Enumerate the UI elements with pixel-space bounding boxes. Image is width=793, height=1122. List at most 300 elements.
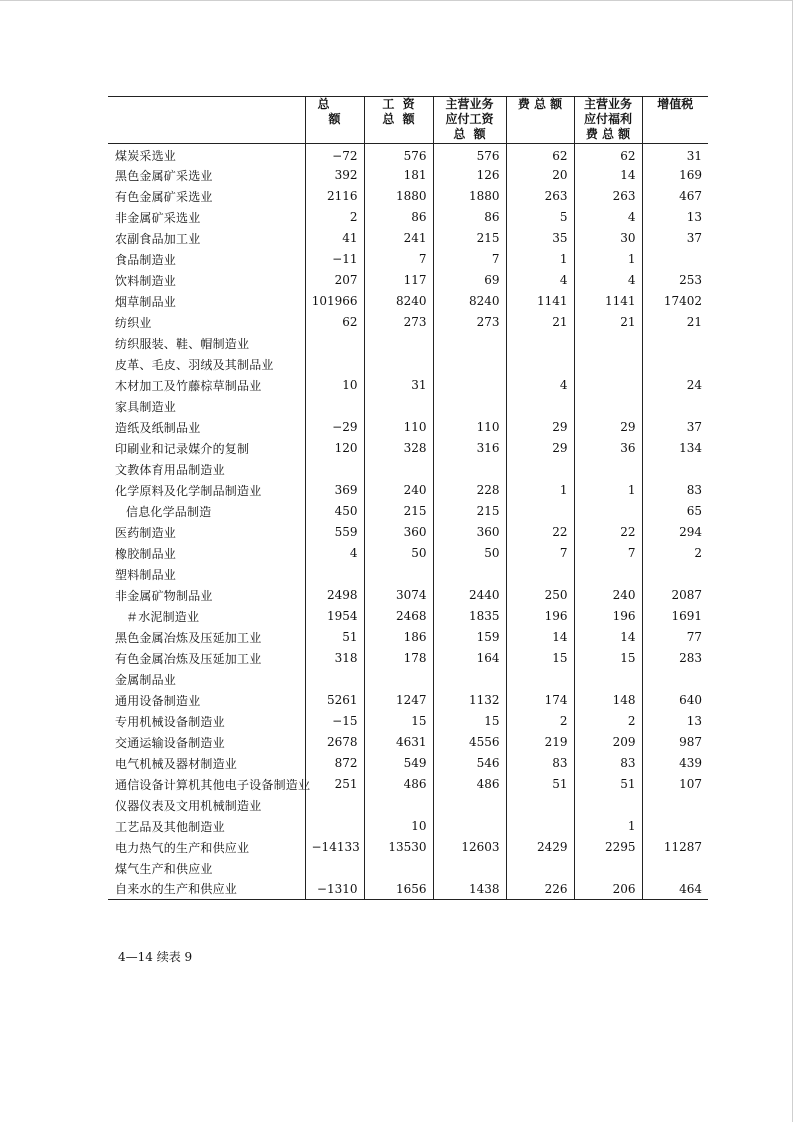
main-business-welfare-cell: 51 bbox=[574, 774, 642, 795]
total-wages-cell bbox=[364, 396, 433, 417]
total-wages-cell: 273 bbox=[364, 312, 433, 333]
main-business-wages-cell: 126 bbox=[433, 165, 506, 186]
main-business-wages-cell bbox=[433, 564, 506, 585]
total-amount-cell: 62 bbox=[305, 312, 364, 333]
total-wages-cell: 117 bbox=[364, 270, 433, 291]
industry-name-cell: 橡胶制品业 bbox=[115, 546, 177, 561]
welfare-total-cell: 174 bbox=[506, 690, 574, 711]
total-wages-cell bbox=[364, 564, 433, 585]
main-business-welfare-cell bbox=[574, 858, 642, 879]
industry-name-cell: 黑色金属矿采选业 bbox=[115, 168, 213, 183]
vat-cell bbox=[642, 795, 708, 816]
main-business-welfare-cell: 14 bbox=[574, 165, 642, 186]
main-business-welfare-cell: 240 bbox=[574, 585, 642, 606]
welfare-total-cell: 4 bbox=[506, 375, 574, 396]
welfare-total-cell: 226 bbox=[506, 879, 574, 900]
main-business-welfare-cell: 22 bbox=[574, 522, 642, 543]
table-row bbox=[108, 480, 708, 501]
industry-name-cell: 仪器仪表及文用机械制造业 bbox=[115, 798, 262, 813]
main-business-wages-cell: 486 bbox=[433, 774, 506, 795]
total-amount-cell: −14133 bbox=[305, 837, 364, 858]
welfare-total-cell: 14 bbox=[506, 627, 574, 648]
industry-name-cell: ＃水泥制造业 bbox=[126, 609, 200, 624]
total-amount-cell bbox=[305, 333, 364, 354]
main-business-wages-cell: 215 bbox=[433, 228, 506, 249]
main-business-wages-cell: 215 bbox=[433, 501, 506, 522]
vat-cell: 13 bbox=[642, 711, 708, 732]
total-wages-cell bbox=[364, 459, 433, 480]
welfare-total-cell: 219 bbox=[506, 732, 574, 753]
vat-cell: 640 bbox=[642, 690, 708, 711]
main-business-wages-cell: 4556 bbox=[433, 732, 506, 753]
industry-name-cell: 非金属矿采选业 bbox=[115, 210, 201, 225]
main-business-welfare-cell: 206 bbox=[574, 879, 642, 900]
total-amount-cell: 318 bbox=[305, 648, 364, 669]
total-amount-cell: 450 bbox=[305, 501, 364, 522]
total-wages-cell: 7 bbox=[364, 249, 433, 270]
total-amount-cell: 41 bbox=[305, 228, 364, 249]
industry-name-cell: 自来水的生产和供应业 bbox=[115, 882, 238, 897]
industry-name-cell: 有色金属矿采选业 bbox=[115, 189, 213, 204]
vat-cell bbox=[642, 396, 708, 417]
industry-name-cell: 工艺品及其他制造业 bbox=[115, 819, 225, 834]
total-wages-cell: 50 bbox=[364, 543, 433, 564]
welfare-total-cell: 2 bbox=[506, 711, 574, 732]
total-amount-cell: 392 bbox=[305, 165, 364, 186]
welfare-total-cell: 4 bbox=[506, 270, 574, 291]
main-business-welfare-cell bbox=[574, 354, 642, 375]
welfare-total-cell: 22 bbox=[506, 522, 574, 543]
total-amount-cell: 2 bbox=[305, 207, 364, 228]
welfare-total-cell: 20 bbox=[506, 165, 574, 186]
welfare-total-cell: 1 bbox=[506, 480, 574, 501]
total-amount-cell: 101966 bbox=[305, 291, 364, 312]
industry-name-cell: 交通运输设备制造业 bbox=[115, 735, 225, 750]
total-amount-cell: 251 bbox=[305, 774, 364, 795]
vat-cell bbox=[642, 459, 708, 480]
total-wages-cell bbox=[364, 795, 433, 816]
welfare-total-cell bbox=[506, 669, 574, 690]
table-row bbox=[108, 375, 708, 396]
industry-finance-table bbox=[108, 96, 708, 900]
main-business-wages-cell: 12603 bbox=[433, 837, 506, 858]
main-business-welfare-cell bbox=[574, 501, 642, 522]
total-wages-cell: 31 bbox=[364, 375, 433, 396]
total-wages-cell: 240 bbox=[364, 480, 433, 501]
total-wages-cell: 86 bbox=[364, 207, 433, 228]
total-amount-cell: 559 bbox=[305, 522, 364, 543]
table-row bbox=[108, 858, 708, 879]
welfare-total-cell bbox=[506, 564, 574, 585]
total-amount-cell: −11 bbox=[305, 249, 364, 270]
table-row bbox=[108, 774, 708, 795]
vat-cell: 21 bbox=[642, 312, 708, 333]
table-row bbox=[108, 417, 708, 438]
total-wages-cell: 486 bbox=[364, 774, 433, 795]
welfare-total-cell: 250 bbox=[506, 585, 574, 606]
table-row bbox=[108, 270, 708, 291]
industry-name-cell: 专用机械设备制造业 bbox=[115, 714, 225, 729]
main-business-welfare-cell: 2 bbox=[574, 711, 642, 732]
main-business-welfare-cell: 148 bbox=[574, 690, 642, 711]
main-business-welfare-cell bbox=[574, 333, 642, 354]
welfare-total-cell: 263 bbox=[506, 186, 574, 207]
vat-cell: 17402 bbox=[642, 291, 708, 312]
table-row bbox=[108, 333, 708, 354]
table-row bbox=[108, 396, 708, 417]
total-wages-cell: 1656 bbox=[364, 879, 433, 900]
total-wages-cell bbox=[364, 333, 433, 354]
welfare-total-cell: 29 bbox=[506, 417, 574, 438]
main-business-welfare-cell: 4 bbox=[574, 207, 642, 228]
vat-cell bbox=[642, 669, 708, 690]
main-business-wages-cell: 164 bbox=[433, 648, 506, 669]
total-wages-cell: 8240 bbox=[364, 291, 433, 312]
total-amount-cell: 2498 bbox=[305, 585, 364, 606]
industry-name-cell: 有色金属冶炼及压延加工业 bbox=[115, 651, 262, 666]
industry-name-cell: 木材加工及竹藤棕草制品业 bbox=[115, 378, 262, 393]
industry-name-cell: 医药制造业 bbox=[115, 525, 177, 540]
vat-cell: 1691 bbox=[642, 606, 708, 627]
main-business-welfare-cell: 15 bbox=[574, 648, 642, 669]
vat-cell: 439 bbox=[642, 753, 708, 774]
total-amount-cell bbox=[305, 858, 364, 879]
welfare-total-cell bbox=[506, 459, 574, 480]
industry-name-cell: 电气机械及器材制造业 bbox=[115, 756, 238, 771]
main-business-welfare-cell: 209 bbox=[574, 732, 642, 753]
industry-name-cell: 文教体育用品制造业 bbox=[115, 462, 225, 477]
table-row bbox=[108, 354, 708, 375]
table-row bbox=[108, 627, 708, 648]
table-row bbox=[108, 564, 708, 585]
main-business-wages-cell: 2440 bbox=[433, 585, 506, 606]
total-wages-cell: 360 bbox=[364, 522, 433, 543]
main-business-wages-cell: 360 bbox=[433, 522, 506, 543]
main-business-welfare-cell: 1 bbox=[574, 249, 642, 270]
main-business-wages-cell: 1132 bbox=[433, 690, 506, 711]
main-business-welfare-cell bbox=[574, 375, 642, 396]
main-business-wages-cell: 1880 bbox=[433, 186, 506, 207]
table-row bbox=[108, 795, 708, 816]
total-wages-cell bbox=[364, 858, 433, 879]
header-main-business-wages: 主营业务 应付工资 总 额 bbox=[433, 97, 506, 144]
total-wages-cell: 15 bbox=[364, 711, 433, 732]
vat-cell bbox=[642, 858, 708, 879]
industry-name-cell: 烟草制品业 bbox=[115, 294, 177, 309]
industry-name-cell: 印刷业和记录媒介的复制 bbox=[115, 441, 250, 456]
vat-cell: 37 bbox=[642, 417, 708, 438]
total-wages-cell bbox=[364, 354, 433, 375]
vat-cell: 65 bbox=[642, 501, 708, 522]
main-business-welfare-cell: 1141 bbox=[574, 291, 642, 312]
welfare-total-cell: 21 bbox=[506, 312, 574, 333]
welfare-total-cell bbox=[506, 795, 574, 816]
data-table-container bbox=[108, 96, 708, 900]
main-business-welfare-cell bbox=[574, 396, 642, 417]
total-wages-cell: 215 bbox=[364, 501, 433, 522]
total-wages-cell: 241 bbox=[364, 228, 433, 249]
table-row bbox=[108, 648, 708, 669]
industry-name-cell: 通信设备计算机其他电子设备制造业 bbox=[115, 777, 311, 792]
vat-cell: 13 bbox=[642, 207, 708, 228]
main-business-welfare-cell: 7 bbox=[574, 543, 642, 564]
total-amount-cell: −1310 bbox=[305, 879, 364, 900]
main-business-welfare-cell: 2295 bbox=[574, 837, 642, 858]
main-business-welfare-cell: 4 bbox=[574, 270, 642, 291]
main-business-welfare-cell: 36 bbox=[574, 438, 642, 459]
total-wages-cell: 549 bbox=[364, 753, 433, 774]
main-business-welfare-cell bbox=[574, 795, 642, 816]
table-row bbox=[108, 837, 708, 858]
welfare-total-cell bbox=[506, 354, 574, 375]
table-row bbox=[108, 711, 708, 732]
vat-cell bbox=[642, 816, 708, 837]
welfare-total-cell: 196 bbox=[506, 606, 574, 627]
table-row bbox=[108, 207, 708, 228]
total-amount-cell: 872 bbox=[305, 753, 364, 774]
header-main-business-welfare: 主营业务 应付福利 费 总 额 bbox=[574, 97, 642, 144]
main-business-wages-cell bbox=[433, 858, 506, 879]
total-wages-cell: 3074 bbox=[364, 585, 433, 606]
main-business-wages-cell: 8240 bbox=[433, 291, 506, 312]
table-row bbox=[108, 732, 708, 753]
total-wages-cell: 186 bbox=[364, 627, 433, 648]
main-business-wages-cell: 110 bbox=[433, 417, 506, 438]
vat-cell: 107 bbox=[642, 774, 708, 795]
table-row bbox=[108, 816, 708, 837]
industry-name-cell: 非金属矿物制品业 bbox=[115, 588, 213, 603]
vat-cell bbox=[642, 564, 708, 585]
total-amount-cell: 207 bbox=[305, 270, 364, 291]
total-amount-cell bbox=[305, 669, 364, 690]
main-business-welfare-cell: 62 bbox=[574, 144, 642, 165]
page-footer-label: 4—14 续表 9 bbox=[118, 950, 193, 964]
welfare-total-cell: 83 bbox=[506, 753, 574, 774]
header-vat: 增值税 bbox=[642, 97, 708, 144]
main-business-wages-cell: 69 bbox=[433, 270, 506, 291]
main-business-welfare-cell: 14 bbox=[574, 627, 642, 648]
main-business-wages-cell bbox=[433, 816, 506, 837]
industry-name-cell: 纺织业 bbox=[115, 315, 152, 330]
welfare-total-cell bbox=[506, 501, 574, 522]
main-business-wages-cell: 1835 bbox=[433, 606, 506, 627]
welfare-total-cell: 29 bbox=[506, 438, 574, 459]
industry-name-cell: 金属制品业 bbox=[115, 672, 177, 687]
welfare-total-cell: 62 bbox=[506, 144, 574, 165]
vat-cell bbox=[642, 333, 708, 354]
welfare-total-cell: 1141 bbox=[506, 291, 574, 312]
table-row bbox=[108, 753, 708, 774]
total-amount-cell: 120 bbox=[305, 438, 364, 459]
vat-cell: 24 bbox=[642, 375, 708, 396]
welfare-total-cell bbox=[506, 396, 574, 417]
main-business-wages-cell: 50 bbox=[433, 543, 506, 564]
table-row bbox=[108, 501, 708, 522]
vat-cell bbox=[642, 354, 708, 375]
total-wages-cell: 13530 bbox=[364, 837, 433, 858]
vat-cell: 31 bbox=[642, 144, 708, 165]
total-amount-cell: 4 bbox=[305, 543, 364, 564]
vat-cell: 11287 bbox=[642, 837, 708, 858]
main-business-wages-cell: 86 bbox=[433, 207, 506, 228]
main-business-welfare-cell bbox=[574, 564, 642, 585]
main-business-welfare-cell bbox=[574, 459, 642, 480]
table-row bbox=[108, 606, 708, 627]
vat-cell: 283 bbox=[642, 648, 708, 669]
vat-cell: 77 bbox=[642, 627, 708, 648]
total-wages-cell: 178 bbox=[364, 648, 433, 669]
header-total-amount: 总额 bbox=[305, 97, 364, 144]
main-business-welfare-cell: 196 bbox=[574, 606, 642, 627]
industry-name-cell: 造纸及纸制品业 bbox=[115, 420, 201, 435]
total-amount-cell bbox=[305, 459, 364, 480]
total-amount-cell bbox=[305, 354, 364, 375]
main-business-welfare-cell: 1 bbox=[574, 816, 642, 837]
vat-cell: 464 bbox=[642, 879, 708, 900]
total-wages-cell: 1247 bbox=[364, 690, 433, 711]
total-wages-cell: 2468 bbox=[364, 606, 433, 627]
welfare-total-cell: 5 bbox=[506, 207, 574, 228]
main-business-wages-cell: 273 bbox=[433, 312, 506, 333]
main-business-welfare-cell: 21 bbox=[574, 312, 642, 333]
industry-name-cell: 食品制造业 bbox=[115, 252, 177, 267]
total-wages-cell: 1880 bbox=[364, 186, 433, 207]
header-total-wages: 工 资 总 额 bbox=[364, 97, 433, 144]
table-row bbox=[108, 879, 708, 900]
total-amount-cell bbox=[305, 795, 364, 816]
main-business-wages-cell: 7 bbox=[433, 249, 506, 270]
vat-cell: 2 bbox=[642, 543, 708, 564]
main-business-welfare-cell: 29 bbox=[574, 417, 642, 438]
main-business-welfare-cell: 263 bbox=[574, 186, 642, 207]
industry-name-cell: 通用设备制造业 bbox=[115, 693, 201, 708]
total-wages-cell bbox=[364, 669, 433, 690]
welfare-total-cell: 1 bbox=[506, 249, 574, 270]
main-business-wages-cell bbox=[433, 354, 506, 375]
main-business-wages-cell: 576 bbox=[433, 144, 506, 165]
vat-cell: 253 bbox=[642, 270, 708, 291]
table-row bbox=[108, 144, 708, 165]
main-business-welfare-cell: 30 bbox=[574, 228, 642, 249]
total-amount-cell: 2116 bbox=[305, 186, 364, 207]
table-row bbox=[108, 291, 708, 312]
total-amount-cell: 10 bbox=[305, 375, 364, 396]
main-business-wages-cell bbox=[433, 669, 506, 690]
main-business-welfare-cell: 83 bbox=[574, 753, 642, 774]
industry-name-cell: 信息化学品制造 bbox=[126, 504, 212, 519]
main-business-wages-cell bbox=[433, 795, 506, 816]
main-business-wages-cell: 159 bbox=[433, 627, 506, 648]
vat-cell bbox=[642, 249, 708, 270]
main-business-welfare-cell bbox=[574, 669, 642, 690]
table-row bbox=[108, 690, 708, 711]
vat-cell: 2087 bbox=[642, 585, 708, 606]
total-wages-cell: 181 bbox=[364, 165, 433, 186]
total-amount-cell: 1954 bbox=[305, 606, 364, 627]
table-row bbox=[108, 186, 708, 207]
header-industry bbox=[108, 97, 305, 144]
main-business-wages-cell: 15 bbox=[433, 711, 506, 732]
table-row bbox=[108, 438, 708, 459]
industry-name-cell: 煤气生产和供应业 bbox=[115, 861, 213, 876]
industry-name-cell: 纺织服装、鞋、帽制造业 bbox=[115, 336, 250, 351]
total-amount-cell: 369 bbox=[305, 480, 364, 501]
main-business-wages-cell: 316 bbox=[433, 438, 506, 459]
industry-name-cell: 煤炭采选业 bbox=[115, 149, 177, 164]
table-row bbox=[108, 228, 708, 249]
total-wages-cell: 4631 bbox=[364, 732, 433, 753]
welfare-total-cell: 2429 bbox=[506, 837, 574, 858]
table-row bbox=[108, 165, 708, 186]
industry-name-cell: 黑色金属冶炼及压延加工业 bbox=[115, 630, 262, 645]
welfare-total-cell: 15 bbox=[506, 648, 574, 669]
total-wages-cell: 576 bbox=[364, 144, 433, 165]
welfare-total-cell bbox=[506, 333, 574, 354]
vat-cell: 467 bbox=[642, 186, 708, 207]
table-row bbox=[108, 312, 708, 333]
table-row bbox=[108, 585, 708, 606]
industry-name-cell: 电力热气的生产和供应业 bbox=[115, 840, 250, 855]
header-welfare-total: 费 总 额 bbox=[506, 97, 574, 144]
industry-name-cell: 皮革、毛皮、羽绒及其制品业 bbox=[115, 357, 274, 372]
industry-name-cell: 农副食品加工业 bbox=[115, 231, 201, 246]
welfare-total-cell: 51 bbox=[506, 774, 574, 795]
total-wages-cell: 10 bbox=[364, 816, 433, 837]
table-row bbox=[108, 669, 708, 690]
vat-cell: 294 bbox=[642, 522, 708, 543]
vat-cell: 987 bbox=[642, 732, 708, 753]
total-amount-cell bbox=[305, 816, 364, 837]
main-business-wages-cell: 546 bbox=[433, 753, 506, 774]
total-amount-cell: 5261 bbox=[305, 690, 364, 711]
welfare-total-cell bbox=[506, 858, 574, 879]
table-row bbox=[108, 249, 708, 270]
table-row bbox=[108, 543, 708, 564]
vat-cell: 37 bbox=[642, 228, 708, 249]
total-amount-cell: 2678 bbox=[305, 732, 364, 753]
industry-name-cell: 塑料制品业 bbox=[115, 567, 177, 582]
industry-name-cell: 饮料制造业 bbox=[115, 273, 177, 288]
welfare-total-cell: 7 bbox=[506, 543, 574, 564]
page-top-edge bbox=[0, 0, 793, 1]
total-amount-cell: −72 bbox=[305, 144, 364, 165]
industry-name-cell: 家具制造业 bbox=[115, 399, 177, 414]
table-row bbox=[108, 522, 708, 543]
vat-cell: 83 bbox=[642, 480, 708, 501]
vat-cell: 134 bbox=[642, 438, 708, 459]
total-amount-cell bbox=[305, 564, 364, 585]
total-amount-cell: 51 bbox=[305, 627, 364, 648]
main-business-wages-cell bbox=[433, 375, 506, 396]
industry-name-cell: 化学原料及化学制品制造业 bbox=[115, 483, 262, 498]
welfare-total-cell: 35 bbox=[506, 228, 574, 249]
total-wages-cell: 110 bbox=[364, 417, 433, 438]
total-amount-cell: −29 bbox=[305, 417, 364, 438]
main-business-wages-cell bbox=[433, 396, 506, 417]
main-business-wages-cell: 228 bbox=[433, 480, 506, 501]
main-business-wages-cell bbox=[433, 333, 506, 354]
welfare-total-cell bbox=[506, 816, 574, 837]
vat-cell: 169 bbox=[642, 165, 708, 186]
table-header-row bbox=[108, 97, 708, 144]
main-business-wages-cell: 1438 bbox=[433, 879, 506, 900]
total-amount-cell: −15 bbox=[305, 711, 364, 732]
main-business-welfare-cell: 1 bbox=[574, 480, 642, 501]
table-row bbox=[108, 459, 708, 480]
total-amount-cell bbox=[305, 396, 364, 417]
table-body bbox=[108, 144, 708, 900]
main-business-wages-cell bbox=[433, 459, 506, 480]
